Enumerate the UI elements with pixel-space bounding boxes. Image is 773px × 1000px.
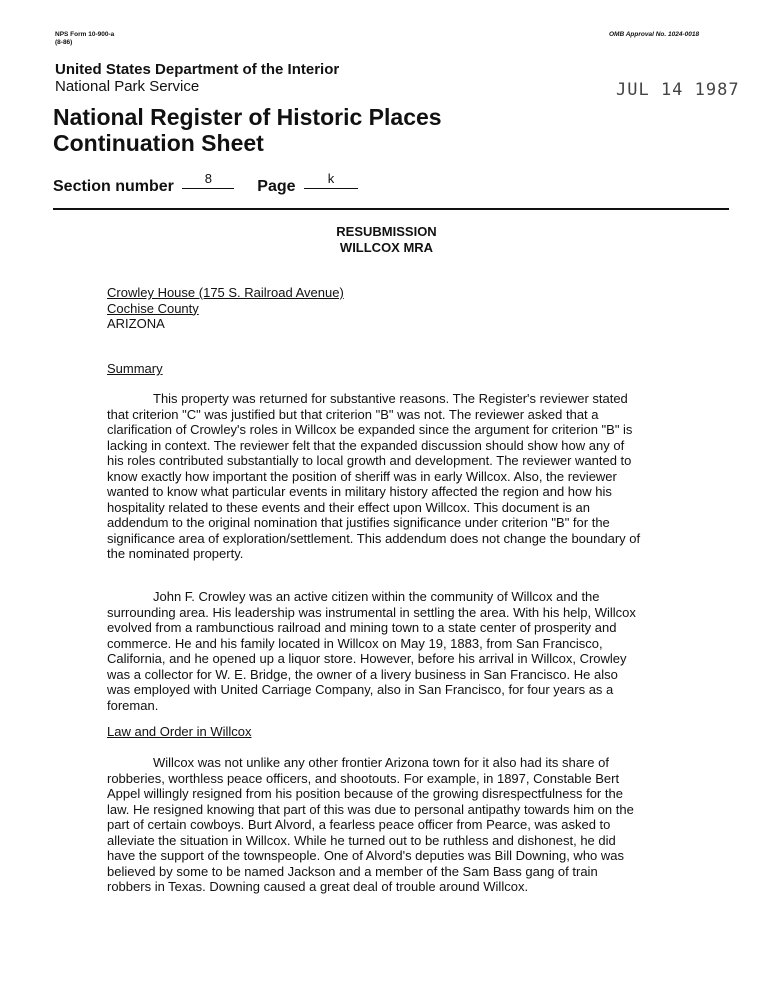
summary-heading: Summary bbox=[107, 361, 163, 376]
law-order-heading: Law and Order in Willcox bbox=[107, 724, 252, 739]
law-order-paragraph-1 bbox=[107, 755, 644, 895]
law-order-paragraph-1-text: Willcox was not unlike any other frontier Arizona town for it also had its share of robberies, worthless peace officers, and shootouts. For example, in 1897, Constable Bert Appel willingly resigned from his position because of the growing disrespectfulness for the law. He resigned knowing that part of this was due to personal antipathy towards him on the part of certain cowboys. Burt Alvord, a fearless peace officer from Pearce, was asked to alleviate the situation in Willcox. While he turned out to be ruthless and dishonest, he did have the support of the townspeople. One of Alvord's deputies was Bill Downing, who was believed by some to be named Jackson and a member of the Sam Bass gang of train robbers in Texas. Downing caused a great deal of trouble around Willcox. bbox=[107, 755, 634, 894]
omb-approval: OMB Approval No. 1024-0018 bbox=[609, 31, 700, 38]
resubmission-block bbox=[0, 224, 773, 256]
received-date-stamp: JUL 14 1987 bbox=[616, 80, 740, 100]
section-page-line bbox=[53, 171, 358, 197]
department-name: United States Department of the Interior bbox=[55, 61, 340, 78]
resubmission-line-1: RESUBMISSION bbox=[336, 224, 437, 239]
page-value: k bbox=[304, 172, 358, 189]
form-date-text: (8-86) bbox=[55, 39, 73, 46]
service-name: National Park Service bbox=[55, 78, 200, 95]
section-label: Section number bbox=[53, 178, 174, 195]
summary-paragraph-1 bbox=[107, 391, 644, 562]
summary-paragraph-2-text: John F. Crowley was an active citizen within the community of Willcox and the surrounding area. His leadership was instrumental in settling the area. With his help, Willcox evolved from a rambunctious railroad and mining town to a state center of prosperity and commerce. He and his family located in Willcox on May 19, 1883, from San Francisco, California, and he opened up a liquor store. However, before his arrival in Willcox, Crowley was a collector for W. E. Bridge, the owner of a livery business in San Francisco. He also was employed with United Carriage Company, also in San Francisco, for four years as a foreman. bbox=[107, 589, 636, 713]
property-state: ARIZONA bbox=[107, 316, 165, 331]
summary-paragraph-1-text: This property was returned for substantive reasons. The Register's reviewer stated that criterion "C" was justified but that criterion "B" was not. The reviewer asked that a clarification of Crowley's roles in Willcox be expanded since the argument for criterion "B" is lacking in context. The reviewer felt that the expanded discussion should show how any of his roles contributed substantially to local growth and development. The reviewer wanted to know exactly how important the position of sheriff was in early Willcox. Also, the reviewer wanted to know what particular events in military history affected the region and how his hospitality related to these events and their effect upon Willcox. This document is an addendum to the original nomination that justifies significance under criterion "B" for the significance area of exploration/settlement. This addendum does not change the boundary of the nominated property. bbox=[107, 391, 641, 561]
document-title bbox=[53, 104, 442, 156]
form-number bbox=[55, 31, 114, 47]
page-label: Page bbox=[257, 178, 296, 195]
property-block bbox=[107, 285, 344, 332]
property-name: Crowley House (175 S. Railroad Avenue) bbox=[107, 285, 344, 300]
section-number-value: 8 bbox=[182, 172, 234, 189]
form-number-text: NPS Form 10-900-a bbox=[55, 31, 115, 38]
title-line-2: Continuation Sheet bbox=[53, 130, 264, 156]
header-divider bbox=[53, 208, 729, 210]
resubmission-line-2: WILLCOX MRA bbox=[339, 240, 434, 255]
title-line-1: National Register of Historic Places bbox=[53, 104, 442, 130]
property-county: Cochise County bbox=[107, 300, 199, 316]
summary-paragraph-2 bbox=[107, 589, 644, 713]
